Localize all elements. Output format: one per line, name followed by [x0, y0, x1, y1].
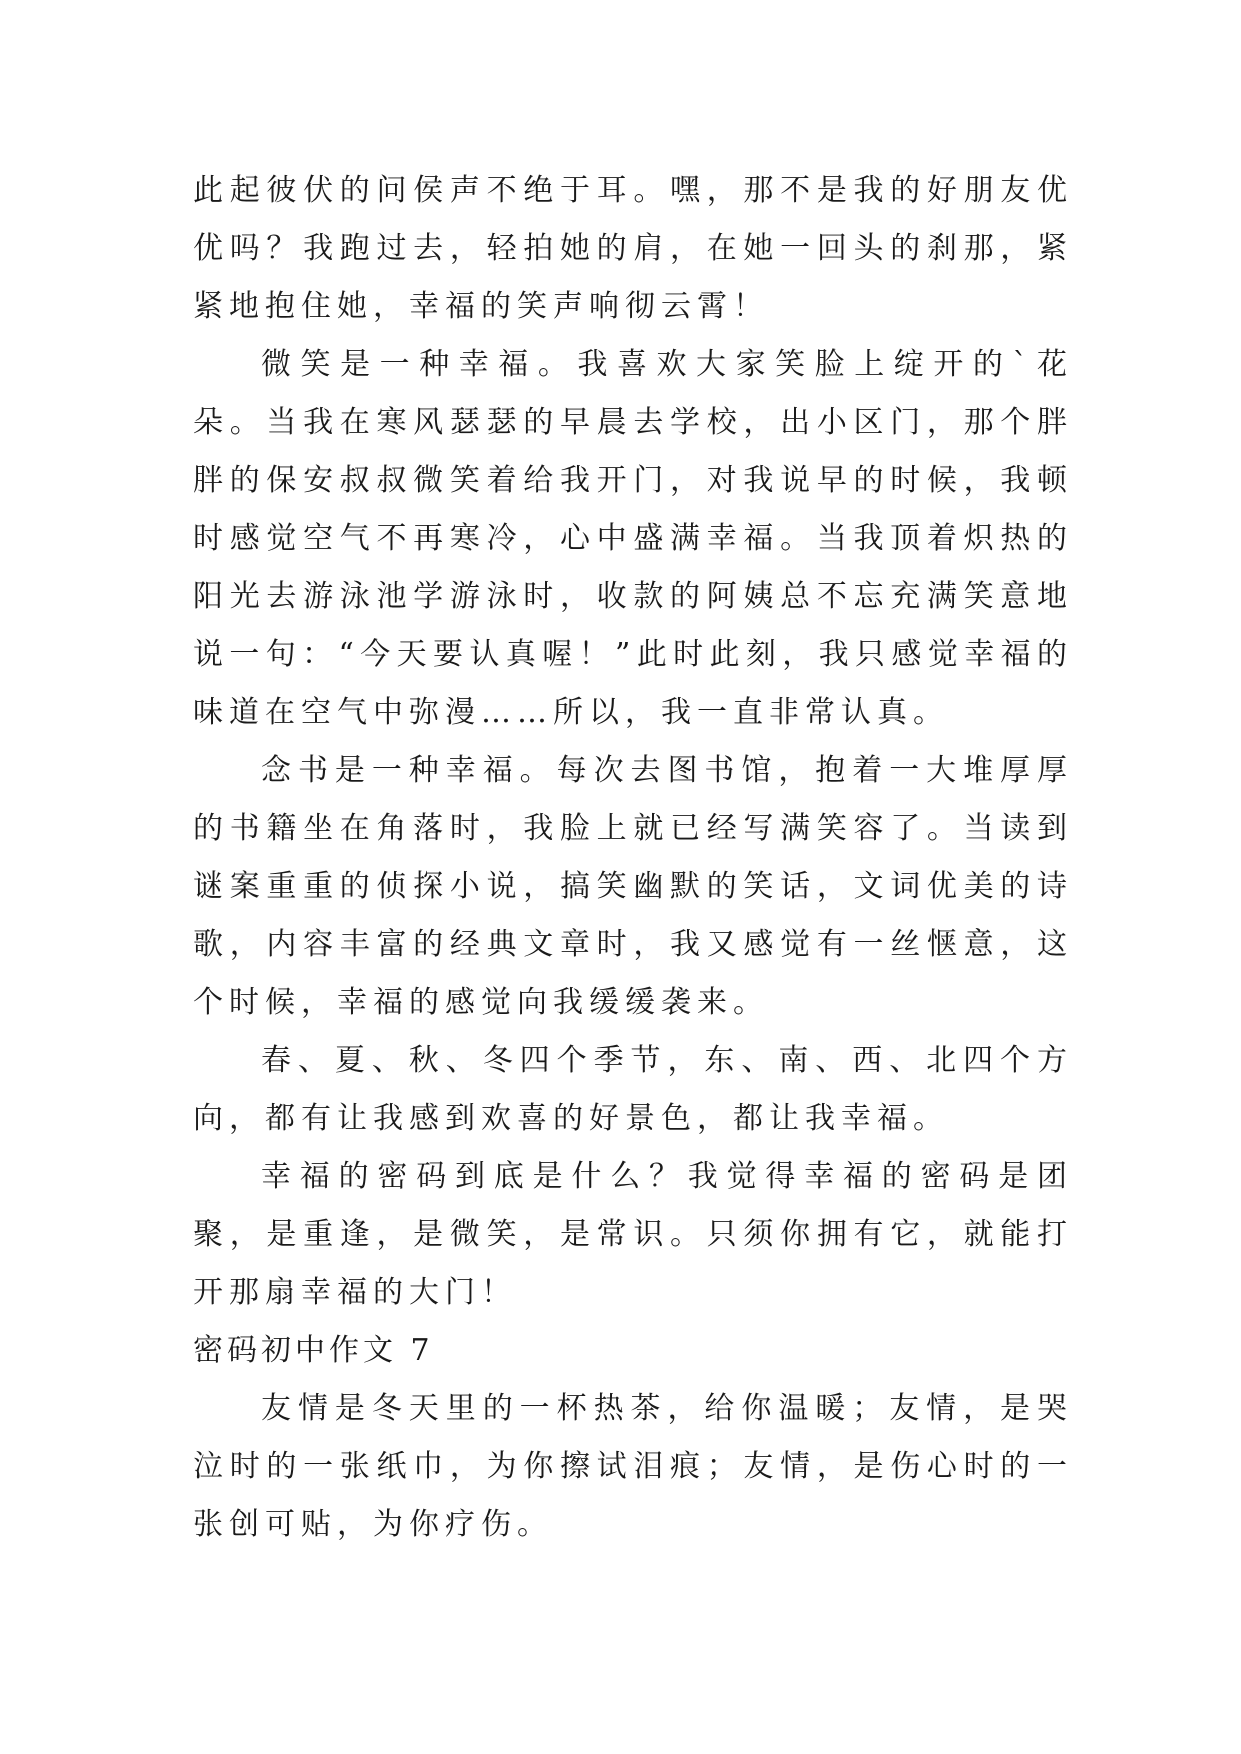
paragraph-2: 微笑是一种幸福。我喜欢大家笑脸上绽开的`花朵。当我在寒风瑟瑟的早晨去学校，出小区门，那个胖胖的保安叔叔微笑着给我开门，对我说早的时候，我顿时感觉空气不再寒冷，心中盛满幸福。当我顶着炽热的阳光去游泳池学游泳时，收款的阿姨总不忘充满笑意地说一句：“今天要认真喔！”此时此刻，我只感觉幸福的味道在空气中弥漫……所以，我一直非常认真。: [193, 347, 1073, 730]
paragraph-1: 此起彼伏的问侯声不绝于耳。嘿，那不是我的好朋友优优吗？我跑过去，轻拍她的肩，在她一回头的刹那，紧紧地抱住她，幸福的笑声响彻云霄！: [193, 173, 1073, 324]
document-body: [193, 162, 1073, 1554]
paragraph-6: 友情是冬天里的一杯热茶，给你温暖；友情，是哭泣时的一张纸巾，为你擦试泪痕；友情，是伤心时的一张创可贴，为你疗伤。: [193, 1391, 1073, 1542]
section-heading: 密码初中作文 7: [193, 1333, 434, 1368]
paragraph-3: 念书是一种幸福。每次去图书馆，抱着一大堆厚厚的书籍坐在角落时，我脸上就已经写满笑容了。当读到谜案重重的侦探小说，搞笑幽默的笑话，文词优美的诗歌，内容丰富的经典文章时，我又感觉有一丝惬意，这个时候，幸福的感觉向我缓缓袭来。: [193, 753, 1073, 1020]
paragraph-5: 幸福的密码到底是什么？我觉得幸福的密码是团聚，是重逢，是微笑，是常识。只须你拥有它，就能打开那扇幸福的大门！: [193, 1159, 1073, 1310]
paragraph-4: 春、夏、秋、冬四个季节，东、南、西、北四个方向，都有让我感到欢喜的好景色，都让我幸福。: [193, 1043, 1073, 1136]
